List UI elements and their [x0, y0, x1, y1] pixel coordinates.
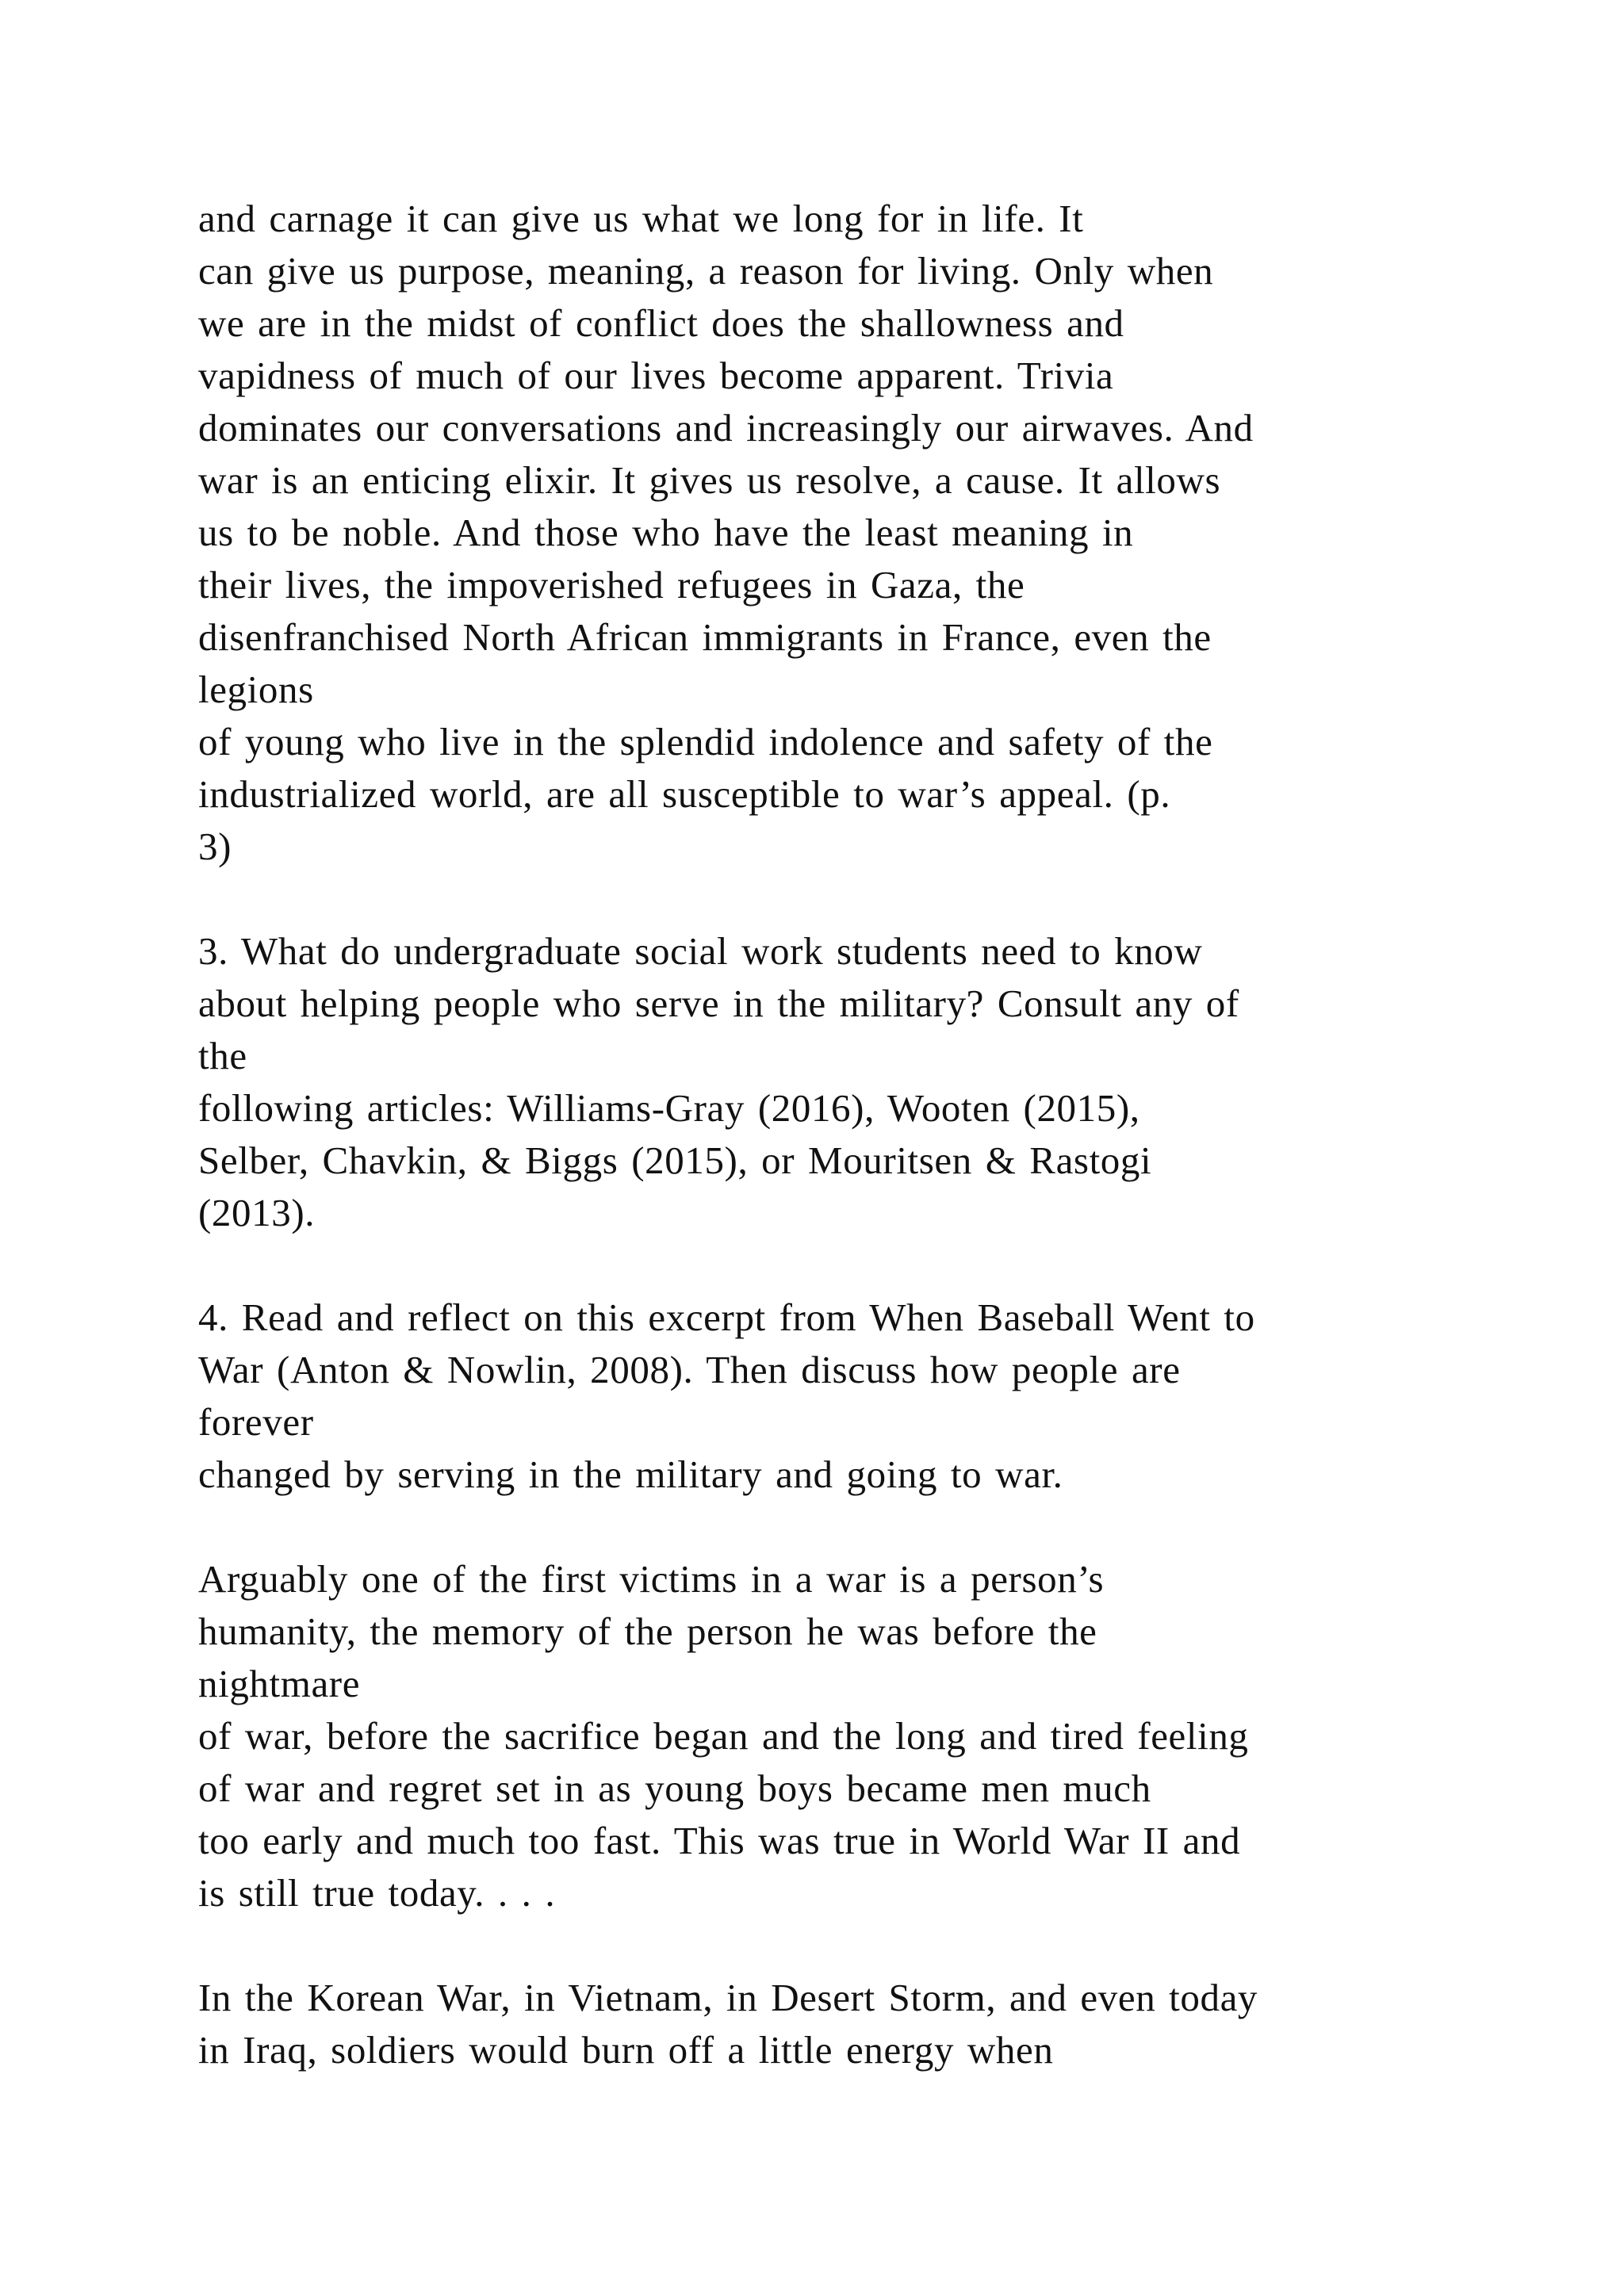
paragraph-gap [198, 1919, 1507, 1972]
document-body [198, 193, 1507, 2076]
text-line: in Iraq, soldiers would burn off a little energy when [198, 2028, 1054, 2072]
text-line: Arguably one of the first victims in a war is a person’s [198, 1557, 1105, 1601]
excerpt-continuation-paragraph [198, 193, 1507, 873]
text-line: disenfranchised North African immigrants in France, even the [198, 615, 1212, 659]
text-line: nightmare [198, 1662, 361, 1705]
baseball-excerpt-paragraph-1 [198, 1553, 1507, 1919]
text-line: is still true today. . . . [198, 1871, 556, 1915]
baseball-excerpt-paragraph-2 [198, 1972, 1507, 2076]
text-line: In the Korean War, in Vietnam, in Desert Storm, and even today [198, 1976, 1258, 2019]
text-line: forever [198, 1400, 314, 1444]
text-line: vapidness of much of our lives become apparent. Trivia [198, 354, 1114, 397]
text-line: following articles: Williams-Gray (2016), Wooten (2015), [198, 1086, 1140, 1130]
paragraph-gap [198, 1239, 1507, 1292]
text-line: too early and much too fast. This was true in World War II and [198, 1819, 1241, 1862]
text-line: of young who live in the splendid indolence and safety of the [198, 720, 1213, 763]
text-line: can give us purpose, meaning, a reason for living. Only when [198, 249, 1214, 293]
question-3-paragraph [198, 925, 1507, 1239]
paragraph-gap [198, 873, 1507, 925]
text-line: the [198, 1034, 247, 1077]
text-line: dominates our conversations and increasingly our airwaves. And [198, 406, 1254, 450]
text-line: 3) [198, 825, 232, 868]
text-line: about helping people who serve in the military? Consult any of [198, 982, 1239, 1025]
text-line: Selber, Chavkin, & Biggs (2015), or Mouritsen & Rastogi [198, 1138, 1152, 1182]
question-4-paragraph [198, 1292, 1507, 1501]
text-line: War (Anton & Nowlin, 2008). Then discuss how people are [198, 1348, 1181, 1391]
text-line: their lives, the impoverished refugees in Gaza, the [198, 563, 1025, 607]
text-line: of war, before the sacrifice began and the long and tired feeling [198, 1714, 1249, 1758]
paragraph-gap [198, 1501, 1507, 1553]
text-line: of war and regret set in as young boys became men much [198, 1766, 1151, 1810]
text-line: 4. Read and reflect on this excerpt from When Baseball Went to [198, 1295, 1255, 1339]
text-line: humanity, the memory of the person he was before the [198, 1609, 1097, 1653]
text-line: we are in the midst of conflict does the shallowness and [198, 301, 1124, 345]
text-line: war is an enticing elixir. It gives us resolve, a cause. It allows [198, 458, 1221, 502]
text-line: legions [198, 668, 314, 711]
text-line: industrialized world, are all susceptible to war’s appeal. (p. [198, 772, 1171, 816]
text-line: 3. What do undergraduate social work students need to know [198, 929, 1203, 973]
text-line: and carnage it can give us what we long for in life. It [198, 197, 1084, 240]
text-line: changed by serving in the military and going to war. [198, 1452, 1063, 1496]
text-line: us to be noble. And those who have the least meaning in [198, 511, 1134, 554]
text-line: (2013). [198, 1191, 316, 1234]
